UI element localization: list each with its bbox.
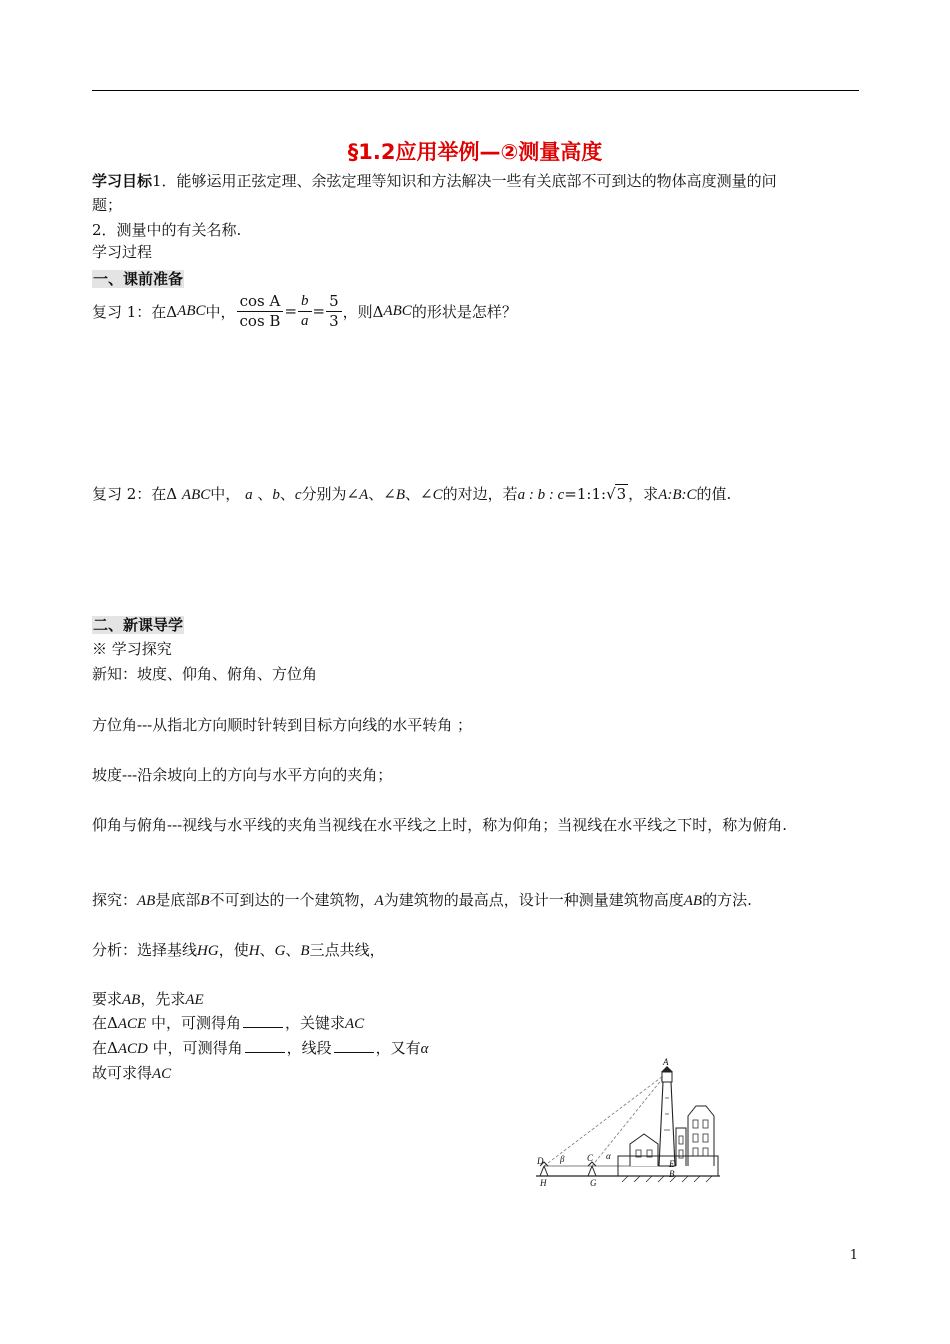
- blank-field: [245, 1038, 285, 1053]
- learning-process: 学习过程: [92, 243, 153, 261]
- header-rule: [92, 90, 859, 91]
- step-4: 故可求得AC: [92, 1064, 172, 1082]
- label-G: G: [590, 1178, 597, 1188]
- label-A: A: [663, 1058, 669, 1067]
- fraction-cos: $\frac{\text{cos A}}{\text{cos B}}$: [237, 292, 284, 331]
- objectives-line1: [92, 170, 777, 191]
- label-beta: β: [560, 1154, 565, 1164]
- review-1: 复习 1：在Δ ABC 中， $\frac{\text{cos A}}{\text{cos B}}$ = $\frac{b}{a}$ = $\frac{5}{3}$ ，则Δ ABC 的形状是怎样？: [92, 291, 517, 330]
- label-B: B: [669, 1169, 675, 1179]
- explore-title: ※ 学习探究: [92, 640, 172, 658]
- fraction-5-3: $\frac{5}{3}$: [326, 292, 342, 331]
- lighthouse-figure: [530, 1058, 725, 1190]
- step-3: 在ΔACD 中，可测得角 ，线段 ，又有α: [92, 1039, 429, 1057]
- explore-task: 探究：AB是底部B不可到达的一个建筑物，A为建筑物的最高点，设计一种测量建筑物高度AB的方法.: [92, 891, 752, 909]
- house-right: [688, 1106, 714, 1166]
- section2-heading: 二、新课导学: [93, 616, 184, 634]
- blank-field: [243, 1013, 283, 1028]
- objectives-label: 学习目标: [92, 172, 153, 190]
- page-title: §1.2应用举例—②测量高度: [347, 140, 603, 164]
- elevation-def: 仰角与俯角---视线与水平线的夹角当视线在水平线之上时，称为仰角；当视线在水平线之下时，称为俯角.: [92, 816, 787, 834]
- instrument-c: [588, 1162, 596, 1176]
- ground-hatching: [622, 1176, 712, 1182]
- blank-field: [334, 1038, 374, 1053]
- sqrt-3: 3: [616, 485, 627, 503]
- objective-1-cont: 题；: [92, 196, 123, 214]
- label-C: C: [587, 1153, 594, 1163]
- page-number: 1: [849, 1248, 858, 1263]
- label-E: E: [669, 1159, 675, 1169]
- label-D: D: [537, 1156, 544, 1166]
- slope-def: 坡度---沿余坡向上的方向与水平方向的夹角；: [92, 766, 393, 784]
- house-mid: [676, 1128, 686, 1166]
- objective-1: 1．能够运用正弦定理、余弦定理等知识和方法解决一些有关底部不可到达的物体高度测量的问: [152, 172, 777, 190]
- label-H: H: [540, 1178, 547, 1188]
- objective-2: 2．测量中的有关名称.: [92, 221, 242, 239]
- tower: [659, 1082, 675, 1166]
- azimuth-def: 方位角---从指北方向顺时针转到目标方向线的水平转角 ；: [92, 716, 472, 734]
- step-2: 在ΔACE 中，可测得角 ，关键求AC: [92, 1014, 365, 1032]
- label-alpha: α: [606, 1151, 611, 1161]
- fraction-b-a: $\frac{b}{a}$: [298, 292, 312, 331]
- tower-lantern: [662, 1072, 672, 1082]
- new-knowledge: 新知：坡度、仰角、俯角、方位角: [92, 665, 318, 683]
- analysis: 分析：选择基线HG，使H、G、B三点共线，: [92, 941, 385, 959]
- house-left: [630, 1134, 658, 1166]
- section1-heading: 一、课前准备: [93, 270, 184, 288]
- review-2: 复习 2：在Δ ABC中， a 、b、c分别为∠A、∠B、∠C的对边，若a : b : c=1:1:√3 ，求A:B:C的值.: [92, 485, 732, 503]
- step-1: 要求AB，先求AE: [92, 990, 204, 1008]
